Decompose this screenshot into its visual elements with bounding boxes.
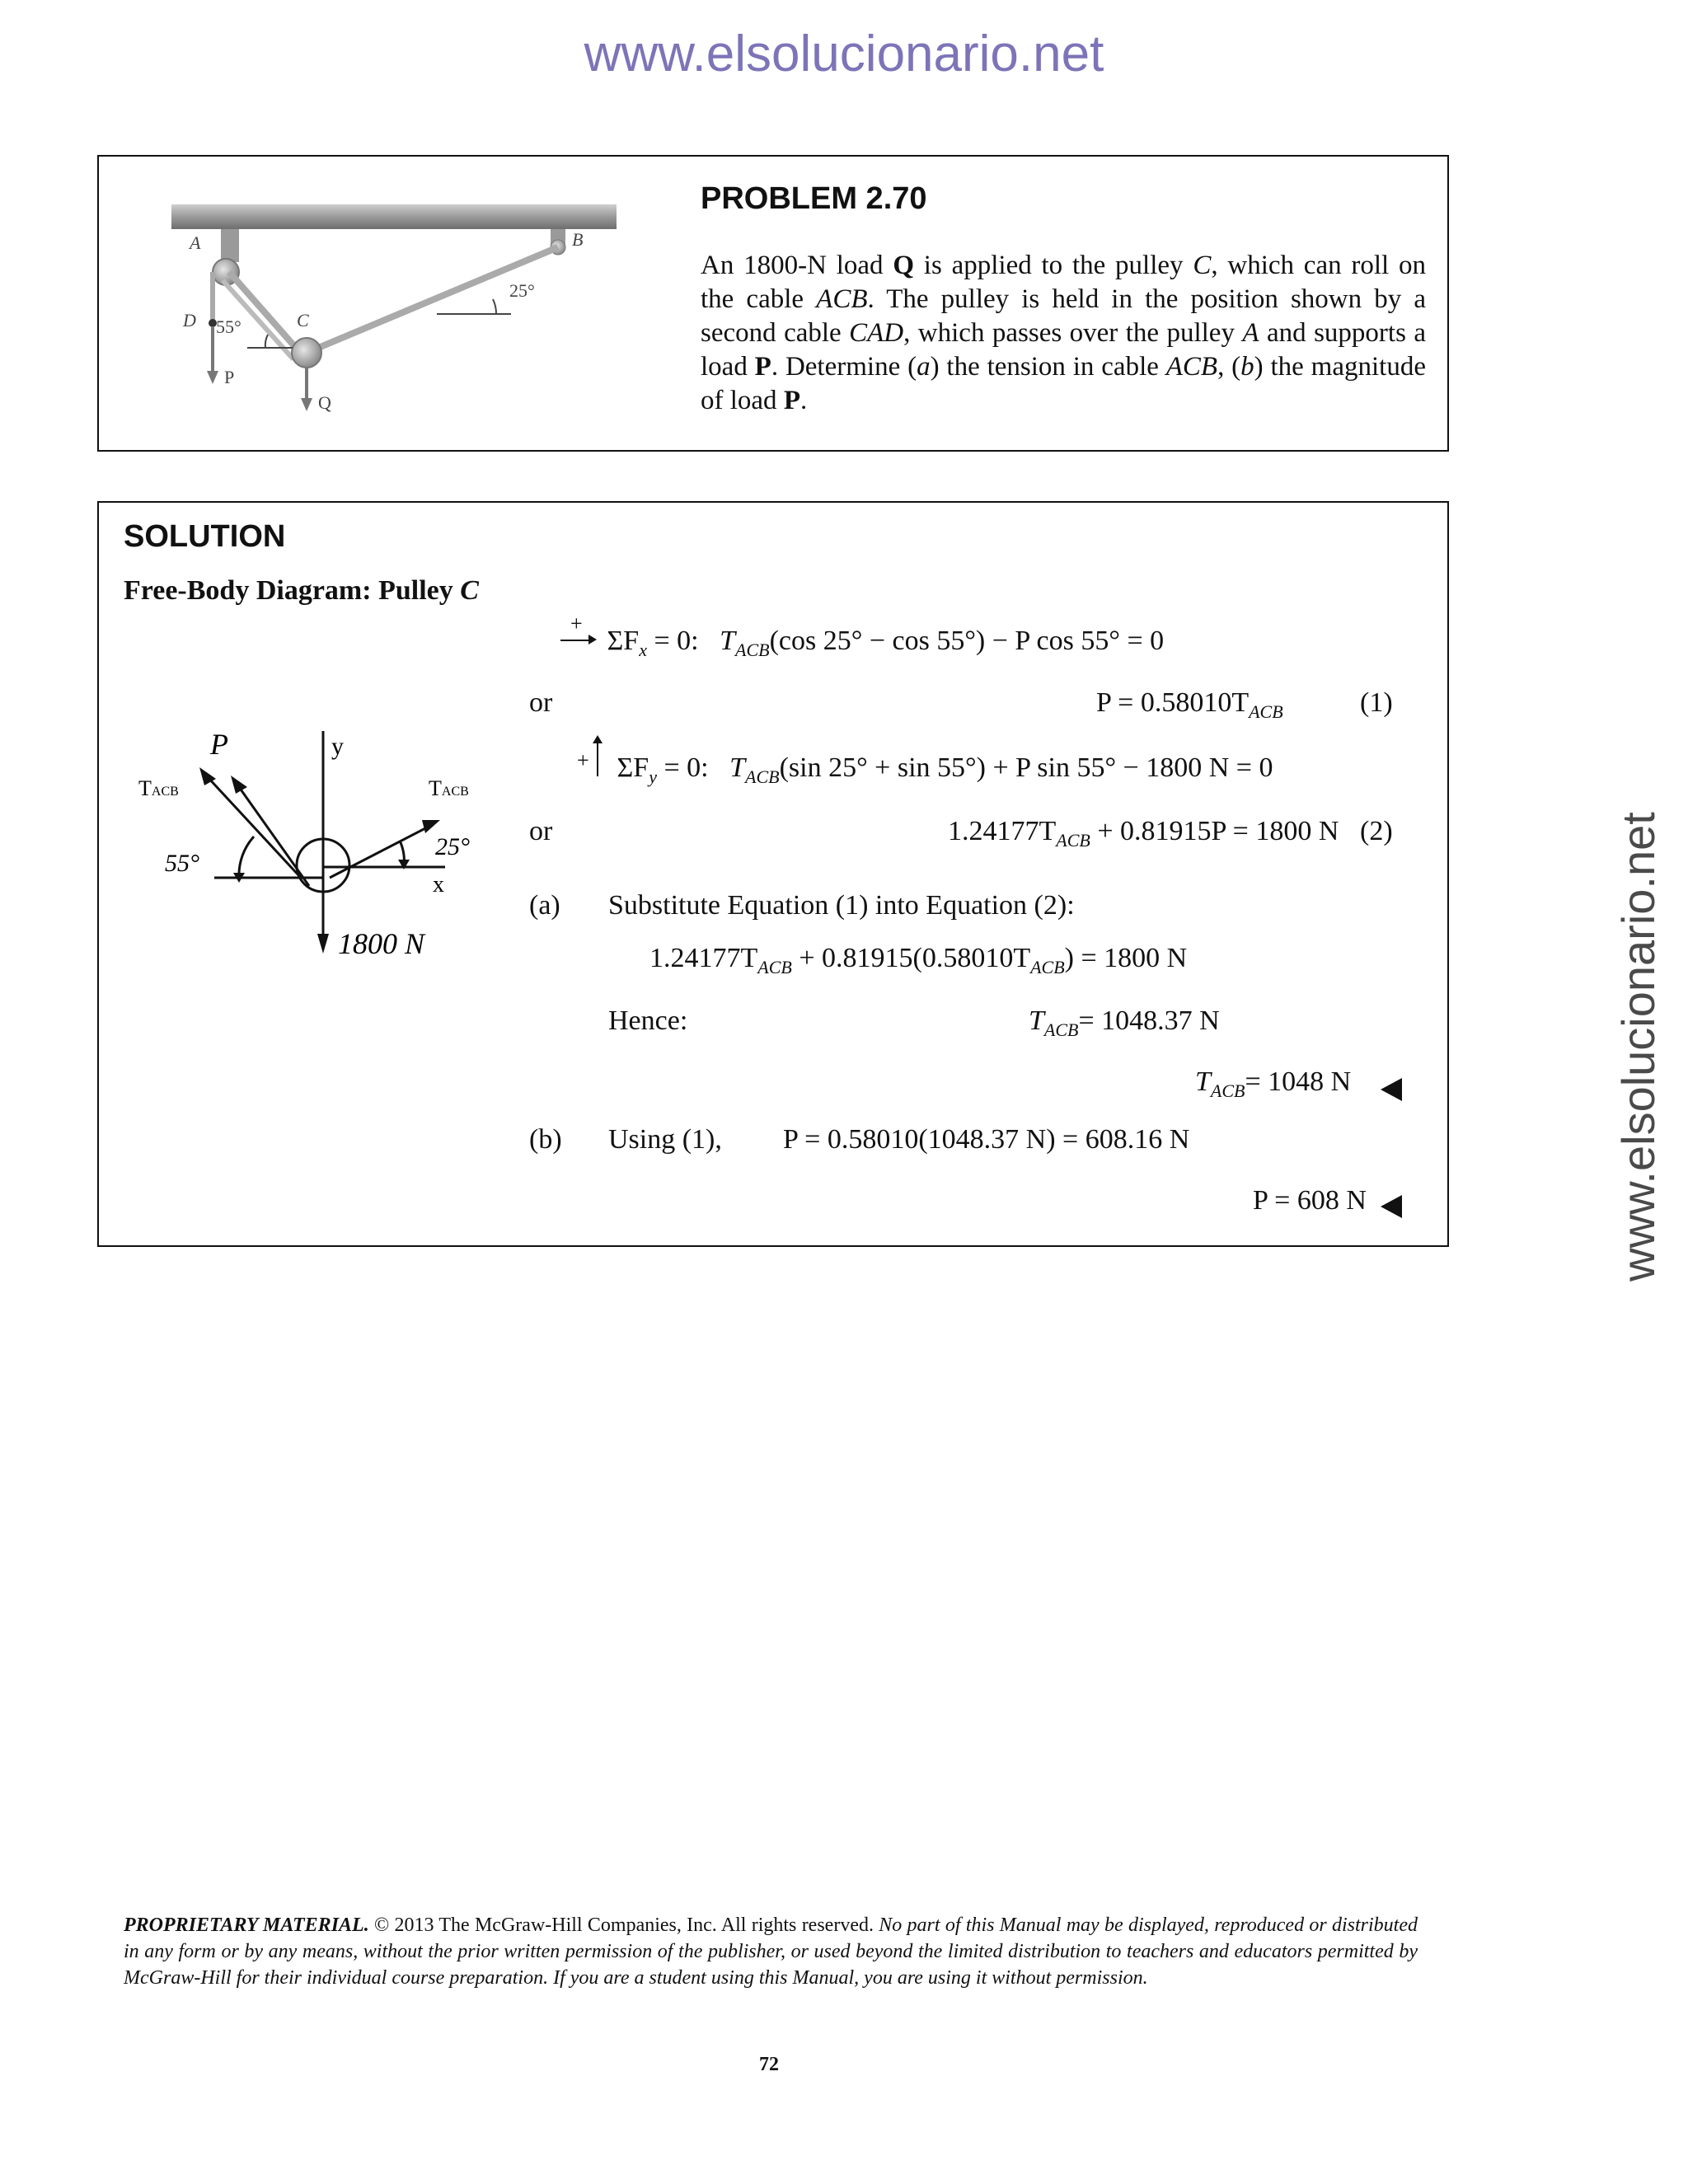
answer-marker-icon	[1381, 1195, 1402, 1218]
ceiling-beam	[171, 204, 617, 229]
fig-angle-55: 55°	[216, 316, 241, 337]
angle-arc-25	[493, 299, 496, 314]
hence-label: Hence:	[608, 1005, 688, 1036]
fig-label-c: C	[297, 310, 309, 330]
part-a-label: (a)	[529, 890, 560, 921]
eq-1: $P = 0.58010T_{ACB}$	[1096, 687, 1283, 722]
arrow-p-head	[207, 371, 218, 384]
arrow-q-head	[301, 398, 312, 411]
eq-1-number: (1)	[1360, 687, 1393, 718]
fbd-label-t-right: TACB	[429, 776, 469, 800]
fbd-label-p: P	[210, 728, 228, 761]
watermark-top: www.elsolucionario.net	[584, 26, 1104, 82]
p-final-answer: P = 608 N	[1253, 1185, 1367, 1216]
or-1: or	[529, 687, 553, 718]
or-2: or	[529, 816, 553, 846]
part-b-text: Using (1),	[608, 1124, 722, 1155]
p-result: P = 0.58010(1048.37 N) = 608.16 N	[783, 1124, 1190, 1155]
solution-box	[97, 501, 1449, 1247]
eq-sum-fx: + $\Sigma F_x = 0$: $T_{ACB}(\cos$ 25° − cos 55°) − P cos 55° = 0	[560, 625, 1164, 661]
t-final-answer: $T_{ACB}= 1048$ N	[1195, 1066, 1352, 1101]
problem-statement: An 1800-N load Q is applied to the pulley C, which can roll on the cable ACB. The pulley is held in the position shown by a second cable CAD, which passes over the pulley A and supports a load P. Determine (a) the tension in cable ACB, (b) the magnitude of load P.	[701, 251, 1427, 415]
part-b-label: (b)	[529, 1124, 562, 1155]
fbd-label-t-left: TACB	[138, 776, 179, 800]
eq-3: $1.24177T_{ACB} + 0.81915(0.58010T_{ACB}) = 1800$ N	[649, 943, 1188, 977]
fbd-label-25: 25°	[435, 833, 470, 860]
fig-angle-25: 25°	[509, 280, 535, 301]
part-a-text: Substitute Equation (1) into Equation (2):	[608, 890, 1075, 921]
fbd-label-x: x	[433, 872, 444, 898]
fbd-load-arrowhead	[317, 934, 329, 954]
angle-arc-55	[265, 335, 268, 348]
fig-label-b: B	[572, 229, 584, 250]
fig-label-d: D	[183, 310, 196, 330]
fbd-label-load: 1800 N	[338, 927, 425, 960]
fbd-arrow-t-right-head	[422, 820, 440, 833]
fbd-arrow-p	[239, 787, 309, 886]
fbd-arc-55	[239, 837, 254, 878]
fig-label-p: P	[224, 367, 235, 387]
page-number: 72	[759, 2054, 779, 2075]
fbd-title: Free-Body Diagram: Pulley C	[124, 575, 479, 606]
watermark-side-text: www.elsolucionario.net	[1612, 812, 1664, 1282]
eq-sum-fy: + $\Sigma F_y = 0$: $T_{ACB}(\sin$ 25° + sin 55°) + P sin 55° − 1800 N = 0	[577, 747, 1273, 788]
pulley-c	[292, 338, 321, 368]
fbd-arrow-p-head	[231, 776, 247, 794]
free-body-diagram	[115, 713, 503, 977]
eq-2: $1.24177T_{ACB} + 0.81915P = 1800$ N	[948, 816, 1339, 851]
problem-figure	[132, 165, 659, 429]
eq-fx-direction: +	[560, 625, 600, 649]
eq-2-number: (2)	[1360, 816, 1393, 846]
eq-fy-direction: +	[577, 747, 610, 776]
t-result: $T_{ACB}= 1048.37$ N	[1029, 1005, 1220, 1040]
fig-label-q: Q	[318, 392, 331, 413]
answer-marker-icon	[1381, 1078, 1402, 1101]
problem-title: PROBLEM 2.70	[701, 181, 927, 216]
fbd-label-55: 55°	[165, 850, 199, 877]
copyright-footer: PROPRIETARY MATERIAL. © 2013 The McGraw-Hill Companies, Inc. All rights reserved. No part of this Manual may be displayed, reproduced or distributed in any form or by any means, without the prior written permission of the publisher, or used beyond the limited distribution to teachers and educators permitted by McGraw-Hill for their individual course preparation. If you are a student using this Manual, you are using it without permission.	[124, 1915, 1418, 1989]
bracket-a	[221, 229, 239, 262]
solution-heading: SOLUTION	[124, 519, 286, 554]
fbd-arrow-t-left	[208, 777, 301, 878]
fbd-label-y: y	[331, 733, 344, 760]
problem-box	[97, 155, 1449, 452]
fig-label-a: A	[190, 232, 201, 253]
